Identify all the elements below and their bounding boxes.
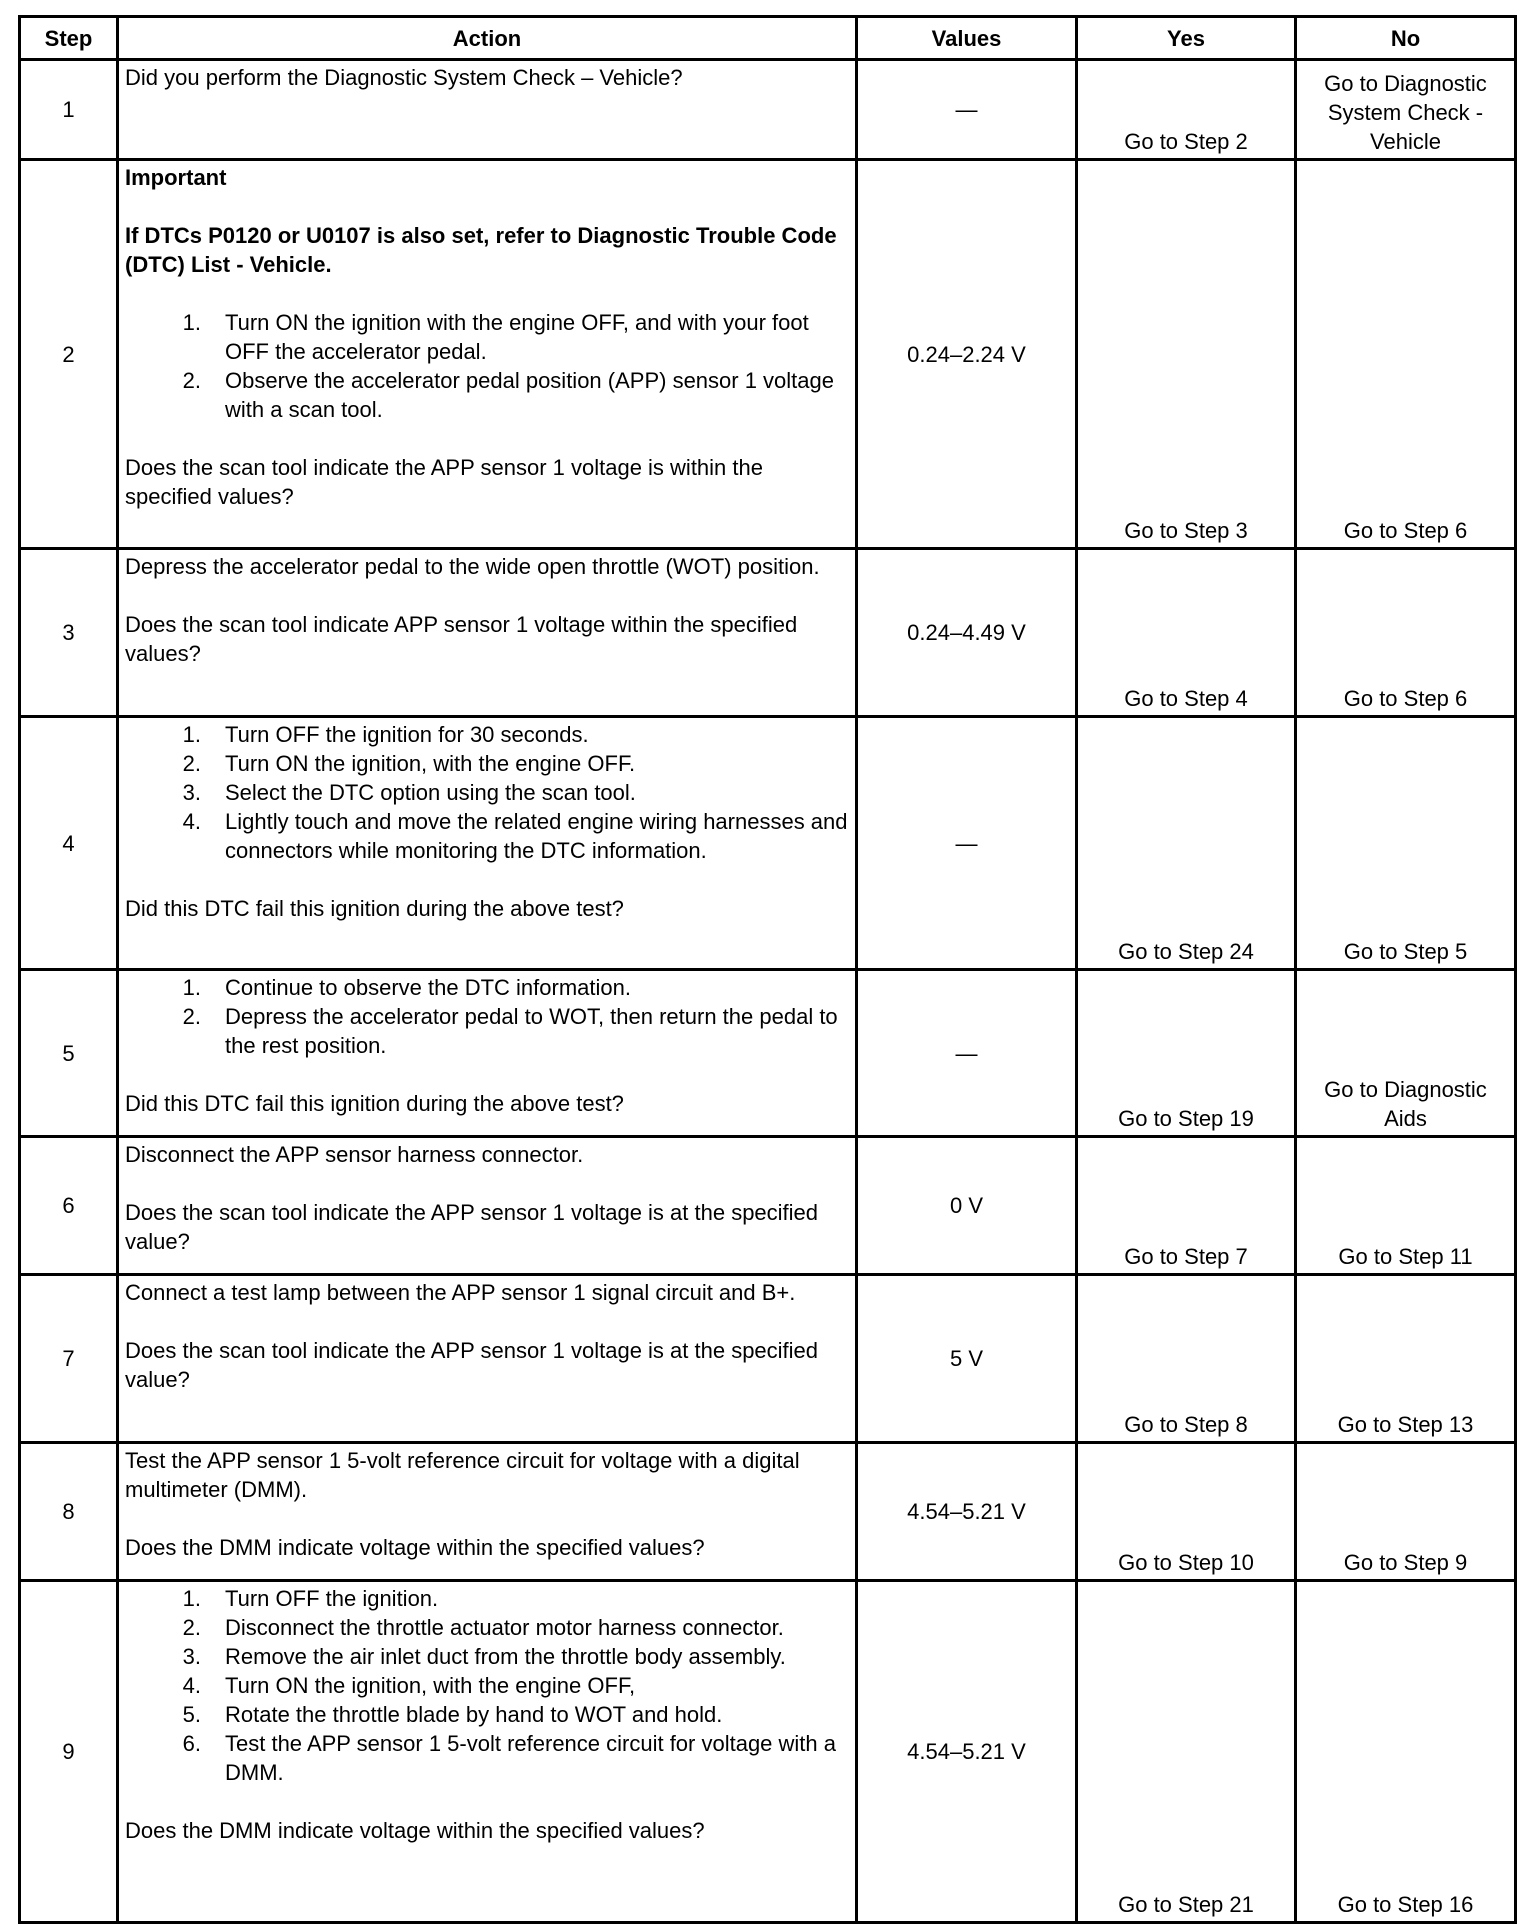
list-text: Turn OFF the ignition. [225,1586,439,1611]
list-item [125,1700,851,1729]
spacer [125,279,851,308]
list-number: 1. [182,722,201,747]
action-cell [118,970,857,1137]
header-action: Action [118,17,857,60]
list-item [125,1613,851,1642]
spacer [125,581,851,610]
spacer [125,1787,851,1816]
table-row [20,160,1516,549]
list-number: 3. [182,780,201,805]
list-item [125,778,851,807]
step-number: 9 [20,1581,118,1923]
step-number: 1 [20,60,118,160]
values-cell: 0 V [857,1137,1077,1275]
table-row [20,1137,1516,1275]
action-text: Depress the accelerator pedal to the wide open throttle (WOT) position. [125,554,820,579]
spacer [125,424,851,453]
yes-cell: Go to Step 19 [1077,970,1296,1137]
list-text: Disconnect the throttle actuator motor harness connector. [225,1615,784,1640]
values-cell: — [857,60,1077,160]
list-number: 1. [182,310,201,335]
list-number: 4. [182,1673,201,1698]
list-text: Observe the accelerator pedal position (APP) sensor 1 voltage with a scan tool. [225,368,834,422]
step-number: 6 [20,1137,118,1275]
action-text: Does the scan tool indicate the APP sensor 1 voltage is at the specified value? [125,1338,819,1392]
spacer [125,1169,851,1198]
list-item [125,807,851,865]
list-text: Turn OFF the ignition for 30 seconds. [225,722,589,747]
list-item [125,1002,851,1060]
no-cell: Go to Step 11 [1296,1137,1516,1275]
action-cell [118,1137,857,1275]
no-cell: Go to Diagnostic System Check - Vehicle [1296,60,1516,160]
list-text: Select the DTC option using the scan tool. [225,780,636,805]
table-row [20,1443,1516,1581]
header-yes: Yes [1077,17,1296,60]
yes-cell: Go to Step 2 [1077,60,1296,160]
list-number: 3. [182,1644,201,1669]
action-text: Connect a test lamp between the APP sensor 1 signal circuit and B+. [125,1280,796,1305]
table-row [20,970,1516,1137]
yes-cell: Go to Step 7 [1077,1137,1296,1275]
list-text: Turn ON the ignition, with the engine OFF, [225,1673,636,1698]
yes-cell: Go to Step 4 [1077,549,1296,717]
action-cell [118,160,857,549]
list-text: Lightly touch and move the related engine wiring harnesses and connectors while monitoring the DTC information. [225,809,848,863]
list-item [125,308,851,366]
action-text: Disconnect the APP sensor harness connector. [125,1142,584,1167]
step-number: 3 [20,549,118,717]
table-row [20,717,1516,970]
values-cell: 4.54–5.21 V [857,1443,1077,1581]
action-cell [118,1443,857,1581]
action-text: Does the DMM indicate voltage within the specified values? [125,1535,705,1560]
action-cell [118,549,857,717]
action-text: Test the APP sensor 1 5-volt reference circuit for voltage with a digital multimeter (DMM). [125,1448,800,1502]
step-number: 2 [20,160,118,549]
spacer [125,1307,851,1336]
action-text: Did you perform the Diagnostic System Check – Vehicle? [125,65,683,90]
action-text: Does the scan tool indicate APP sensor 1 voltage within the specified values? [125,612,798,666]
list-text: Rotate the throttle blade by hand to WOT and hold. [225,1702,723,1727]
yes-cell: Go to Step 24 [1077,717,1296,970]
yes-cell: Go to Step 8 [1077,1275,1296,1443]
yes-cell: Go to Step 10 [1077,1443,1296,1581]
list-item [125,1671,851,1700]
action-cell [118,60,857,160]
spacer [125,192,851,221]
list-item [125,973,851,1002]
list-text: Continue to observe the DTC information. [225,975,631,1000]
list-text: Depress the accelerator pedal to WOT, then return the pedal to the rest position. [225,1004,838,1058]
action-text: Does the scan tool indicate the APP sensor 1 voltage is at the specified value? [125,1200,819,1254]
no-cell: Go to Step 9 [1296,1443,1516,1581]
list-number: 2. [182,751,201,776]
yes-cell: Go to Step 21 [1077,1581,1296,1923]
step-number: 5 [20,970,118,1137]
spacer [125,865,851,894]
list-text: Remove the air inlet duct from the throttle body assembly. [225,1644,786,1669]
no-cell: Go to Step 16 [1296,1581,1516,1923]
list-item [125,749,851,778]
table-row [20,1581,1516,1923]
list-number: 2. [182,1004,201,1029]
list-number: 4. [182,809,201,834]
header-row [20,17,1516,60]
no-cell: Go to Step 5 [1296,717,1516,970]
no-cell: Go to Step 6 [1296,160,1516,549]
table-row [20,549,1516,717]
list-text: Test the APP sensor 1 5-volt reference circuit for voltage with a DMM. [225,1731,837,1785]
step-number: 4 [20,717,118,970]
no-cell: Go to Diagnostic Aids [1296,970,1516,1137]
spacer [125,1060,851,1089]
list-number: 1. [182,1586,201,1611]
values-cell: 4.54–5.21 V [857,1581,1077,1923]
list-number: 5. [182,1702,201,1727]
yes-cell: Go to Step 3 [1077,160,1296,549]
action-text: Did this DTC fail this ignition during the above test? [125,1091,624,1116]
list-item [125,1584,851,1613]
header-values: Values [857,17,1077,60]
step-number: 8 [20,1443,118,1581]
action-cell [118,717,857,970]
no-cell: Go to Step 13 [1296,1275,1516,1443]
list-item [125,1729,851,1787]
step-number: 7 [20,1275,118,1443]
action-cell [118,1275,857,1443]
action-text: Does the DMM indicate voltage within the specified values? [125,1818,705,1843]
table-row [20,60,1516,160]
list-item [125,366,851,424]
action-text: Does the scan tool indicate the APP sensor 1 voltage is within the specified values? [125,455,763,509]
action-text: Did this DTC fail this ignition during the above test? [125,896,624,921]
spacer [125,1504,851,1533]
important-note: Important [125,165,227,190]
list-number: 2. [182,1615,201,1640]
diagnostic-table [18,15,1517,1924]
table-row [20,1275,1516,1443]
values-cell: — [857,970,1077,1137]
header-no: No [1296,17,1516,60]
values-cell: 0.24–4.49 V [857,549,1077,717]
list-number: 2. [182,368,201,393]
header-step: Step [20,17,118,60]
important-note: If DTCs P0120 or U0107 is also set, refer to Diagnostic Trouble Code (DTC) List - Vehicle. [125,223,837,277]
list-number: 1. [182,975,201,1000]
no-cell: Go to Step 6 [1296,549,1516,717]
list-item [125,720,851,749]
action-cell [118,1581,857,1923]
list-number: 6. [182,1731,201,1756]
values-cell: 0.24–2.24 V [857,160,1077,549]
values-cell: 5 V [857,1275,1077,1443]
list-text: Turn ON the ignition with the engine OFF, and with your foot OFF the accelerator pedal. [225,310,809,364]
list-item [125,1642,851,1671]
values-cell: — [857,717,1077,970]
list-text: Turn ON the ignition, with the engine OFF. [225,751,636,776]
